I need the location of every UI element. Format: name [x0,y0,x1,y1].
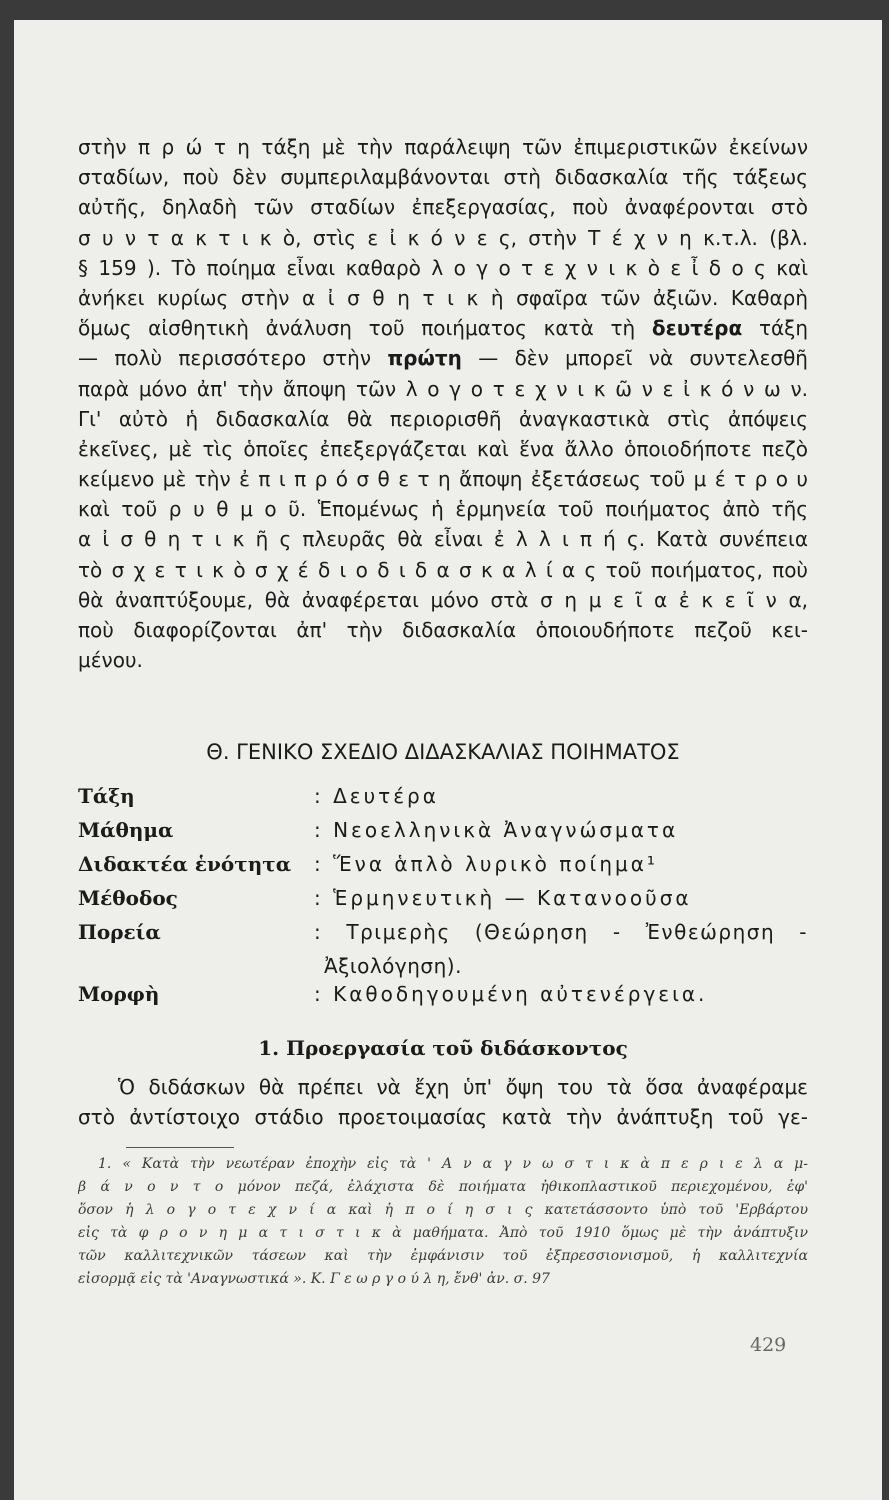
info-row [78,920,808,954]
info-value: : Ἑρμηνευτικὴ — Κατανοοῦσα [314,886,692,910]
body-line: παρὰ μόνο ἀπ' τὴν ἄποψη τῶν λ ο γ ο τ ε χ ν ι κ ῶ ν ε ἰ κ ό ν ω ν. [78,376,808,401]
info-value: Ἀξιολόγηση). [324,954,462,978]
footnote-line: εἰσορμᾷ εἰς τὰ 'Αναγνωστικά ». Κ. Γ ε ω ρ γ ο ύ λ η, ἔνθ' ἀν. σ. 97 [78,1271,550,1287]
body-line: σ υ ν τ α κ τ ι κ ὸ, στὶς ε ἰ κ ό ν ε ς, στὴν Τ έ χ ν η κ.τ.λ. (βλ. [78,225,808,250]
info-row [78,818,808,852]
info-row [78,982,808,1016]
footnote-line: 1. « Κατὰ τὴν νεωτέραν ἐποχὴν εἰς τὰ ' Α ν α γ ν ω σ τ ι κ ὰ π ε ρ ι ε λ α μ- [98,1156,808,1172]
body-line: στὴν π ρ ώ τ η τάξη μὲ τὴν παράλειψη τῶν ἐπιμεριστικῶν ἐκείνων [78,135,808,159]
info-value: : Ἕνα ἁπλὸ λυρικὸ ποίημα¹ [314,852,658,876]
body-line: ποὺ διαφορίζονται ἀπ' τὴν διδασκαλία ὁποιουδήποτε πεζοῦ κει- [78,618,808,642]
body-line: ἐκεῖνες, μὲ τὶς ὁποῖες ἐπεξεργάζεται καὶ ἕνα ἄλλο ὁποιοδήποτε πεζὸ [78,436,808,461]
info-value: : Νεοελληνικὰ Ἀναγνώσματα [314,818,679,842]
emphasis: δευτέρα [651,316,743,341]
body-line: κείμενο μὲ τὴν ἐ π ι π ρ ό σ θ ε τ η ἄποψη ἐξετάσεως τοῦ μ έ τ ρ ο υ [78,467,808,492]
body-line: τὸ σ χ ε τ ι κ ὸ σ χ έ δ ι ο δ ι δ α σ κ α λ ί α ς τοῦ ποιήματος, ποὺ [78,557,808,582]
body-line: μένου. [78,648,143,673]
info-label: Μάθημα [78,818,174,842]
body-line: § 159 ). Τὸ ποίημα εἶναι καθαρὸ λ ο γ ο τ ε χ ν ι κ ὸ ε ἶ δ ο ς καὶ [78,255,808,280]
body-line: — πολὺ περισσότερο στὴν πρώτη — δὲν μπορεῖ νὰ συντελεσθῆ [78,346,808,371]
info-value: : Καθοδηγουμένη αὐτενέργεια. [314,982,708,1006]
body-line: θὰ ἀναπτύξουμε, θὰ ἀναφέρεται μόνο στὰ σ η μ ε ῖ α ἐ κ ε ῖ ν α, [78,587,808,612]
footnote-line: ὅσον ἡ λ ο γ ο τ ε χ ν ί α καὶ ἡ π ο ί η σ ι ς κατετάσσοντο ὑπὸ τοῦ 'Ερβάρτου [78,1202,808,1218]
body-line: αὐτῆς, δηλαδὴ τῶν σταδίων ἐπεξεργασίας, ποὺ ἀναφέρονται στὸ [78,195,808,220]
info-label: Πορεία [78,920,161,944]
book-page [14,20,882,1500]
body-line: α ἰ σ θ η τ ι κ ῆ ς πλευρᾶς θὰ εἶναι ἐ λ λ ι π ή ς. Κατὰ συνέπεια [78,527,808,552]
footnote-line: εἰς τὰ φ ρ ο ν η μ α τ ι σ τ ι κ ὰ μαθήματα. Ἀπὸ τοῦ 1910 ὅμως μὲ τὴν ἀνάπτυξιν [78,1225,808,1241]
body-paragraph [78,132,808,675]
info-label: Μέθοδος [78,886,178,910]
info-label: Μορφὴ [78,982,160,1006]
body-line: στὸ ἀντίστοιχο στάδιο προετοιμασίας κατὰ τὴν ἀνάπτυξη τοῦ γε- [78,1105,808,1130]
footnote [78,1153,808,1291]
info-value: : Τριμερὴς (Θεώρηση - Ἐνθεώρηση - [314,920,808,944]
body-line: ἀνήκει κυρίως στὴν α ἰ σ θ η τ ι κ ὴ σφαῖρα τῶν ἀξιῶν. Καθαρὴ [78,285,808,310]
body-line: ὅμως αἰσθητικὴ ἀνάλυση τοῦ ποιήματος κατὰ τὴ δευτέρα τάξη [78,316,808,341]
info-value: : Δευτέρα [314,784,439,808]
lesson-plan-table [78,784,808,1016]
footnote-line: τῶν καλλιτεχνικῶν τάσεων καὶ τὴν ἐμφάνισιν τοῦ ἐξπρεσσιονισμοῦ, ἡ καλλιτεχνία [78,1248,808,1264]
body-line: Ὁ διδάσκων θὰ πρέπει νὰ ἔχη ὑπ' ὄψη του τὰ ὅσα ἀναφέραμε [118,1075,808,1099]
emphasis: πρώτη [387,346,462,371]
info-row [78,784,808,818]
body-line: Γι' αὐτὸ ἡ διδασκαλία θὰ περιορισθῆ ἀναγκαστικὰ στὶς ἀπόψεις [78,406,808,431]
body-line: καὶ τοῦ ρ υ θ μ ο ῦ. Ἑπομένως ἡ ἑρμηνεία τοῦ ποιήματος ἀπὸ τῆς [78,497,808,522]
info-row-continuation [78,954,808,982]
subsection-title: 1. Προεργασία τοῦ διδάσκοντος [258,1036,628,1060]
info-label: Τάξη [78,784,135,808]
info-row [78,852,808,886]
footnote-divider [126,1147,234,1148]
footnote-line: β ά ν ο ν τ ο μόνον πεζά, ἐλάχιστα δὲ ποιήματα ἠθικοπλαστικοῦ περιεχομένου, ἐφ' [78,1179,808,1195]
section-heading: Θ. ΓΕΝΙΚΟ ΣΧΕΔΙΟ ΔΙΔΑΣΚΑΛΙΑΣ ΠΟΙΗΜΑΤΟΣ [206,740,680,764]
info-row [78,886,808,920]
body-paragraph-2 [78,1072,808,1132]
info-label: Διδακτέα ἑνότητα [78,852,292,876]
body-line: σταδίων, ποὺ δὲν συμπεριλαμβάνονται στὴ διδασκαλία τῆς τάξεως [78,165,808,190]
page-number: 429 [750,1334,787,1356]
